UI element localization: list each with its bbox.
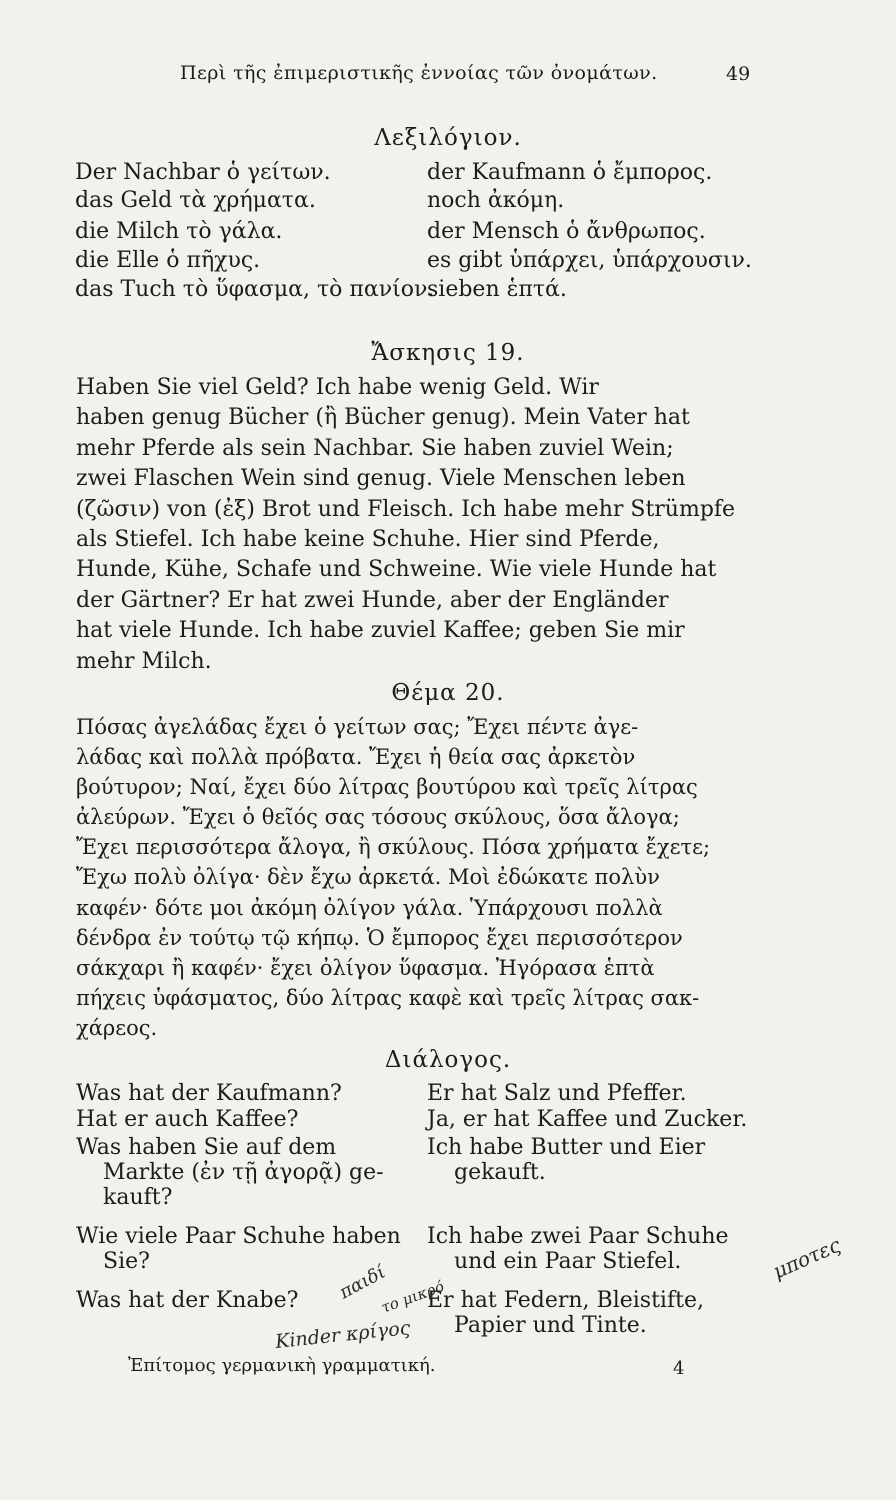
text-line: καφέν· δότε μοι ἀκόμη ὀλίγον γάλα. Ὑπάρχουσι πολλὰ (76, 895, 663, 920)
text-line: πήχεις ὑφάσματος, δύο λίτρας καφὲ καὶ τρεῖς λίτρας σακ- (76, 985, 700, 1010)
question-line: Was haben Sie auf dem (76, 1135, 337, 1160)
theme-heading: Θέμα 20. (391, 680, 505, 706)
question-line: Markte (ἐν τῇ ἀγορᾷ) ge- (103, 1159, 384, 1185)
vocab-left: die Milch τὸ γάλα. (75, 219, 283, 244)
answer-line: und ein Paar Stiefel. (454, 1248, 682, 1274)
text-line: Ἔχει περισσότερα ἄλογα, ἢ σκύλους. Πόσα χρήματα ἔχετε; (76, 835, 711, 860)
text-line: ἀλεύρων. Ἔχει ὁ θεῖός σας τόσους σκύλους, ὅσα ἄλογα; (76, 805, 680, 830)
text-line: σάκχαρι ἢ καφέν· ἔχει ὀλίγον ὕφασμα. Ἠγόρασα ἑπτὰ (76, 955, 655, 980)
handwritten-note: το μικρό (378, 1277, 447, 1317)
answer-line: gekauft. (454, 1159, 546, 1185)
exercise-text (76, 373, 756, 677)
text-line: als Stiefel. Ich habe keine Schuhe. Hier sind Pferde, (76, 527, 660, 553)
text-line: Haben Sie viel Geld? Ich habe wenig Geld. Wir (76, 375, 599, 400)
vocab-right: noch ἀκόμη. (427, 188, 565, 213)
dialogue-heading: Διάλογος. (384, 1047, 512, 1073)
signature-line: Ἐπίτομος γερμανικὴ γραμματική. (128, 1355, 436, 1376)
vocab-right: der Mensch ὁ ἄνθρωπος. (427, 219, 706, 244)
text-line: Hunde, Kühe, Schafe und Schweine. Wie viele Hunde hat (76, 557, 717, 583)
vocab-right: es gibt ὑπάρχει, ὑπάρχουσιν. (427, 248, 752, 273)
text-line: Ἔχω πολὺ ὀλίγα· δὲν ἔχω ἀρκετά. Μοὶ ἐδώκατε πολὺν (76, 865, 660, 890)
question-line: Sie? (103, 1248, 150, 1274)
dialogue-answer (427, 1289, 767, 1339)
dialogue-answer (427, 1108, 767, 1133)
vocab-left: das Geld τὰ χρήματα. (75, 188, 316, 213)
text-line: δένδρα ἐν τούτῳ τῷ κήπῳ. Ὁ ἔμπορος ἔχει περισσότερον (76, 925, 683, 950)
text-line: zwei Flaschen Wein sind genug. Viele Menschen leben (76, 466, 686, 492)
vocab-left: Der Nachbar ὁ γείτων. (75, 160, 331, 185)
exercise-heading: Ἄσκησις 19. (371, 340, 525, 366)
question-line: Was hat der Kaufmann? (76, 1081, 342, 1106)
text-line: βούτυρον; Ναί, ἔχει δύο λίτρας βουτύρου καὶ τρεῖς λίτρας (76, 775, 698, 800)
handwritten-note: Kinder κρίγος (274, 1316, 412, 1354)
sheet-mark: 4 (673, 1358, 685, 1379)
dialogue-answer (427, 1225, 767, 1275)
text-line: (ζῶσιν) von (ἐξ) Brot und Fleisch. Ich habe mehr Strümpfe (76, 496, 736, 522)
answer-line: Er hat Salz und Pfeffer. (427, 1081, 687, 1106)
text-line: mehr Pferde als sein Nachbar. Sie haben zuviel Wein; (76, 435, 674, 461)
answer-line: Ich habe zwei Paar Schuhe (427, 1224, 729, 1249)
text-line: mehr Milch. (76, 648, 212, 674)
answer-line: Ich habe Butter und Eier (427, 1135, 706, 1160)
answer-line: Er hat Federn, Bleistifte, (427, 1288, 704, 1313)
question-line: Wie viele Paar Schuhe haben (76, 1224, 401, 1249)
question-line: Hat er auch Kaffee? (76, 1107, 299, 1132)
vocab-right: der Kaufmann ὁ ἔμπορος. (427, 160, 713, 185)
answer-line: Papier und Tinte. (454, 1312, 647, 1338)
text-line: Πόσας ἀγελάδας ἔχει ὁ γείτων σας; Ἔχει πέντε ἀγε- (76, 715, 639, 739)
text-line: haben genug Bücher (ἢ Bücher genug). Mein Vater hat (76, 405, 690, 431)
dialogue-question (76, 1225, 406, 1275)
dialogue-question (76, 1108, 406, 1133)
handwritten-note: παιδί (335, 1261, 390, 1304)
dialogue-answer (427, 1082, 767, 1107)
question-line: kauft? (103, 1184, 173, 1210)
vocab-left: das Tuch τὸ ὕφασμα, τὸ πανίον. (75, 277, 435, 302)
question-line: Was hat der Knabe? (76, 1288, 299, 1313)
handwritten-note: μποτες (769, 1232, 844, 1284)
vocab-right: sieben ἑπτά. (427, 277, 567, 302)
dialogue-question (76, 1136, 406, 1210)
text-line: χάρεος. (76, 1015, 158, 1040)
theme-text (76, 712, 756, 1043)
dialogue-answer (427, 1136, 767, 1186)
text-line: λάδας καὶ πολλὰ πρόβατα. Ἔχει ἡ θεία σας ἀρκετὸν (76, 745, 636, 770)
page-number: 49 (726, 63, 751, 85)
running-title: Περὶ τῆς ἐπιμεριστικῆς ἐννοίας τῶν ὀνομάτων. (180, 62, 658, 84)
vocab-left: die Elle ὁ πῆχυς. (75, 248, 261, 273)
dialogue-question (76, 1082, 406, 1107)
text-line: der Gärtner? Er hat zwei Hunde, aber der Engländer (76, 587, 669, 613)
vocabulary-heading: Λεξιλόγιον. (374, 125, 522, 151)
answer-line: Ja, er hat Kaffee und Zucker. (427, 1107, 748, 1132)
text-line: hat viele Hunde. Ich habe zuviel Kaffee; geben Sie mir (76, 618, 685, 644)
